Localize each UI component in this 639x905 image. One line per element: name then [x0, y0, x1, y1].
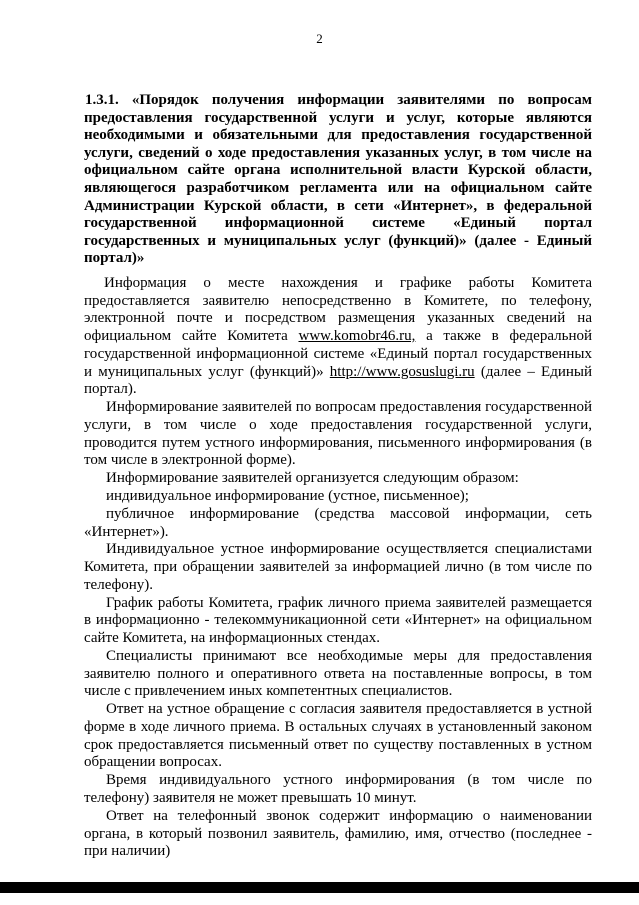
- scan-bottom-border: [0, 882, 639, 893]
- section-heading: 1.3.1. «Порядок получения информации заявителями по вопросам предоставления государственной услуги и услуг, которые являются необходимыми и обязательными для предоставления государственной услуги, сведений о ходе предоставления указанных услуг, в том числе на официальном сайте органа исполнительной власти Курской области, являющегося разработчиком регламента или на официальном сайте Администрации Курской области, в сети «Интернет», в федеральной государственной информационной системе «Единый портал государственных и муниципальных услуг (функций)» (далее - Единый портал)»: [84, 92, 592, 267]
- paragraph-work-schedule: График работы Комитета, график личного приема заявителей размещается в информационно - телекоммуникационной сети «Интернет» на официальном сайте Комитета, на информационных стендах.: [84, 594, 592, 647]
- document-body: [84, 275, 592, 861]
- paragraph-phone-answer: Ответ на телефонный звонок содержит информацию о наименовании органа, в который позвонил заявитель, фамилию, имя, отчество (последнее - при наличии): [84, 807, 592, 860]
- paragraph-oral-informing: Индивидуальное устное информирование осуществляется специалистами Комитета, при обращении заявителей за информацией лично (в том числе по телефону).: [84, 541, 592, 593]
- paragraph-public-informing: публичное информирование (средства массовой информации, сеть «Интернет»).: [84, 505, 592, 540]
- paragraph-informing-organization: Информирование заявителей организуется следующим образом:: [106, 470, 519, 487]
- paragraph-text: Информация о месте нахождения и графике работы Комитета предоставляется заявителю непосредственно в Комитете, по телефону, электронной почте и посредством размещения указанных сведений на официальном сайте Комитета: [84, 275, 592, 345]
- komitet-site-link[interactable]: www.komobr46.ru,: [298, 328, 416, 345]
- paragraph-informing-methods: Информирование заявителей по вопросам предоставления государственной услуги, в том числе о ходе предоставления государственной услуги, проводится путем устного информирования, письменного информирования (в том числе в электронной форме).: [84, 399, 592, 469]
- paragraph-info-location: [84, 275, 592, 399]
- paragraph-informing-time: Время индивидуального устного информирования (в том числе по телефону) заявителя не может превышать 10 минут.: [84, 772, 592, 807]
- paragraph-oral-answer: Ответ на устное обращение с согласия заявителя предоставляется в устной форме в ходе личного приема. В остальных случаях в установленный законом срок предоставляется письменный ответ по существу поставленных в устном обращении вопросах.: [84, 701, 592, 771]
- paragraph-text: (далее – Единый портал).: [84, 363, 593, 398]
- gosuslugi-link[interactable]: http://www.gosuslugi.ru: [329, 363, 475, 380]
- paragraph-text: а также в федеральной государственной информационной системе «Единый портал государственных и муниципальных услуг (функций)»: [84, 328, 592, 380]
- paragraph-individual-informing: индивидуальное информирование (устное, письменное);: [106, 488, 469, 504]
- page-number: 2: [316, 31, 323, 46]
- paragraph-specialists: Специалисты принимают все необходимые меры для предоставления заявителю полного и оперативного ответа на поставленные вопросы, в том числе с привлечением иных компетентных специалистов.: [84, 648, 592, 700]
